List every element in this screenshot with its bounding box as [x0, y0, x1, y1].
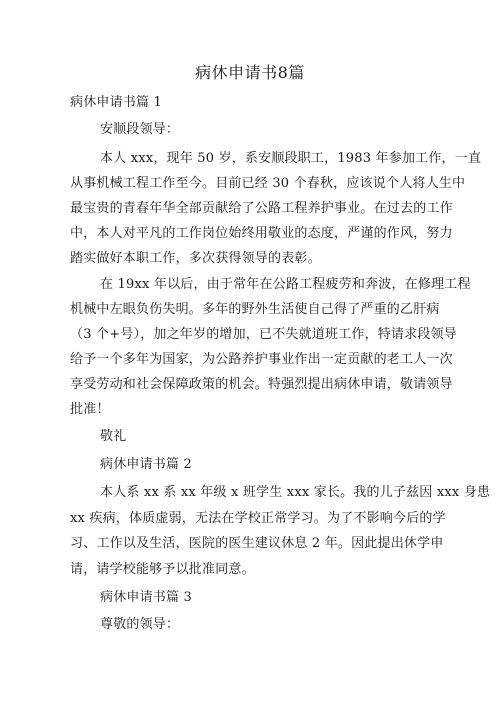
paragraph-line: 批准！	[70, 402, 110, 417]
salutation-1: 安顺段领导：	[100, 122, 180, 137]
paragraph-line: 请，请学校能够予以批准同意。	[70, 562, 255, 577]
paragraph-line: 本人系 xx 系 xx 年级 x 班学生 xxx 家长。我的儿子兹因 xxx 身患	[100, 485, 491, 500]
section-heading-3: 病休申请书篇 3	[100, 590, 193, 605]
closing-text: 敬礼	[100, 429, 127, 444]
paragraph-line: （3 个+号），加之年岁的增加，已不失就道班工作，特请求段领导	[70, 327, 457, 342]
paragraph-line: 机械中左眼负伤失明。多年的野外生活使自己得了严重的乙肝病	[70, 302, 440, 317]
document-title: 病休申请书8篇	[195, 63, 305, 82]
paragraph-line: 在 19xx 年以后，由于常年在公路工程疲劳和奔波，在修理工程	[100, 277, 471, 292]
paragraph-line: 中，本人对平凡的工作岗位始终用敬业的态度，严谨的作风，努力	[70, 226, 453, 241]
paragraph-line: 习、工作以及生活，医院的医生建议休息 2 年。因此提出休学申	[70, 536, 444, 551]
section-heading-1: 病休申请书篇 1	[70, 95, 163, 110]
paragraph-line: xx 疾病，体质虚弱，无法在学校正常学习。为了不影响今后的学	[70, 511, 446, 526]
paragraph-line: 给予一个多年为国家，为公路养护事业作出一定贡献的老工人一次	[70, 352, 453, 367]
paragraph-line: 踏实做好本职工作，多次获得领导的表彰。	[70, 251, 321, 266]
paragraph-line: 最宝贵的青春年华全部贡献给了公路工程养护事业。在过去的工作	[70, 201, 453, 216]
paragraph-line: 享受劳动和社会保障政策的机会。特强烈提出病休申请，敬请领导	[70, 377, 453, 392]
salutation-3: 尊敬的领导：	[100, 617, 180, 632]
section-heading-2: 病休申请书篇 2	[100, 457, 193, 472]
paragraph-line: 从事机械工程工作至今。目前已经 30 个春秋，应该说个人将人生中	[70, 176, 466, 191]
paragraph-line: 本人 xxx，现年 50 岁，系安顺段职工，1983 年参加工作，一直	[100, 151, 482, 166]
